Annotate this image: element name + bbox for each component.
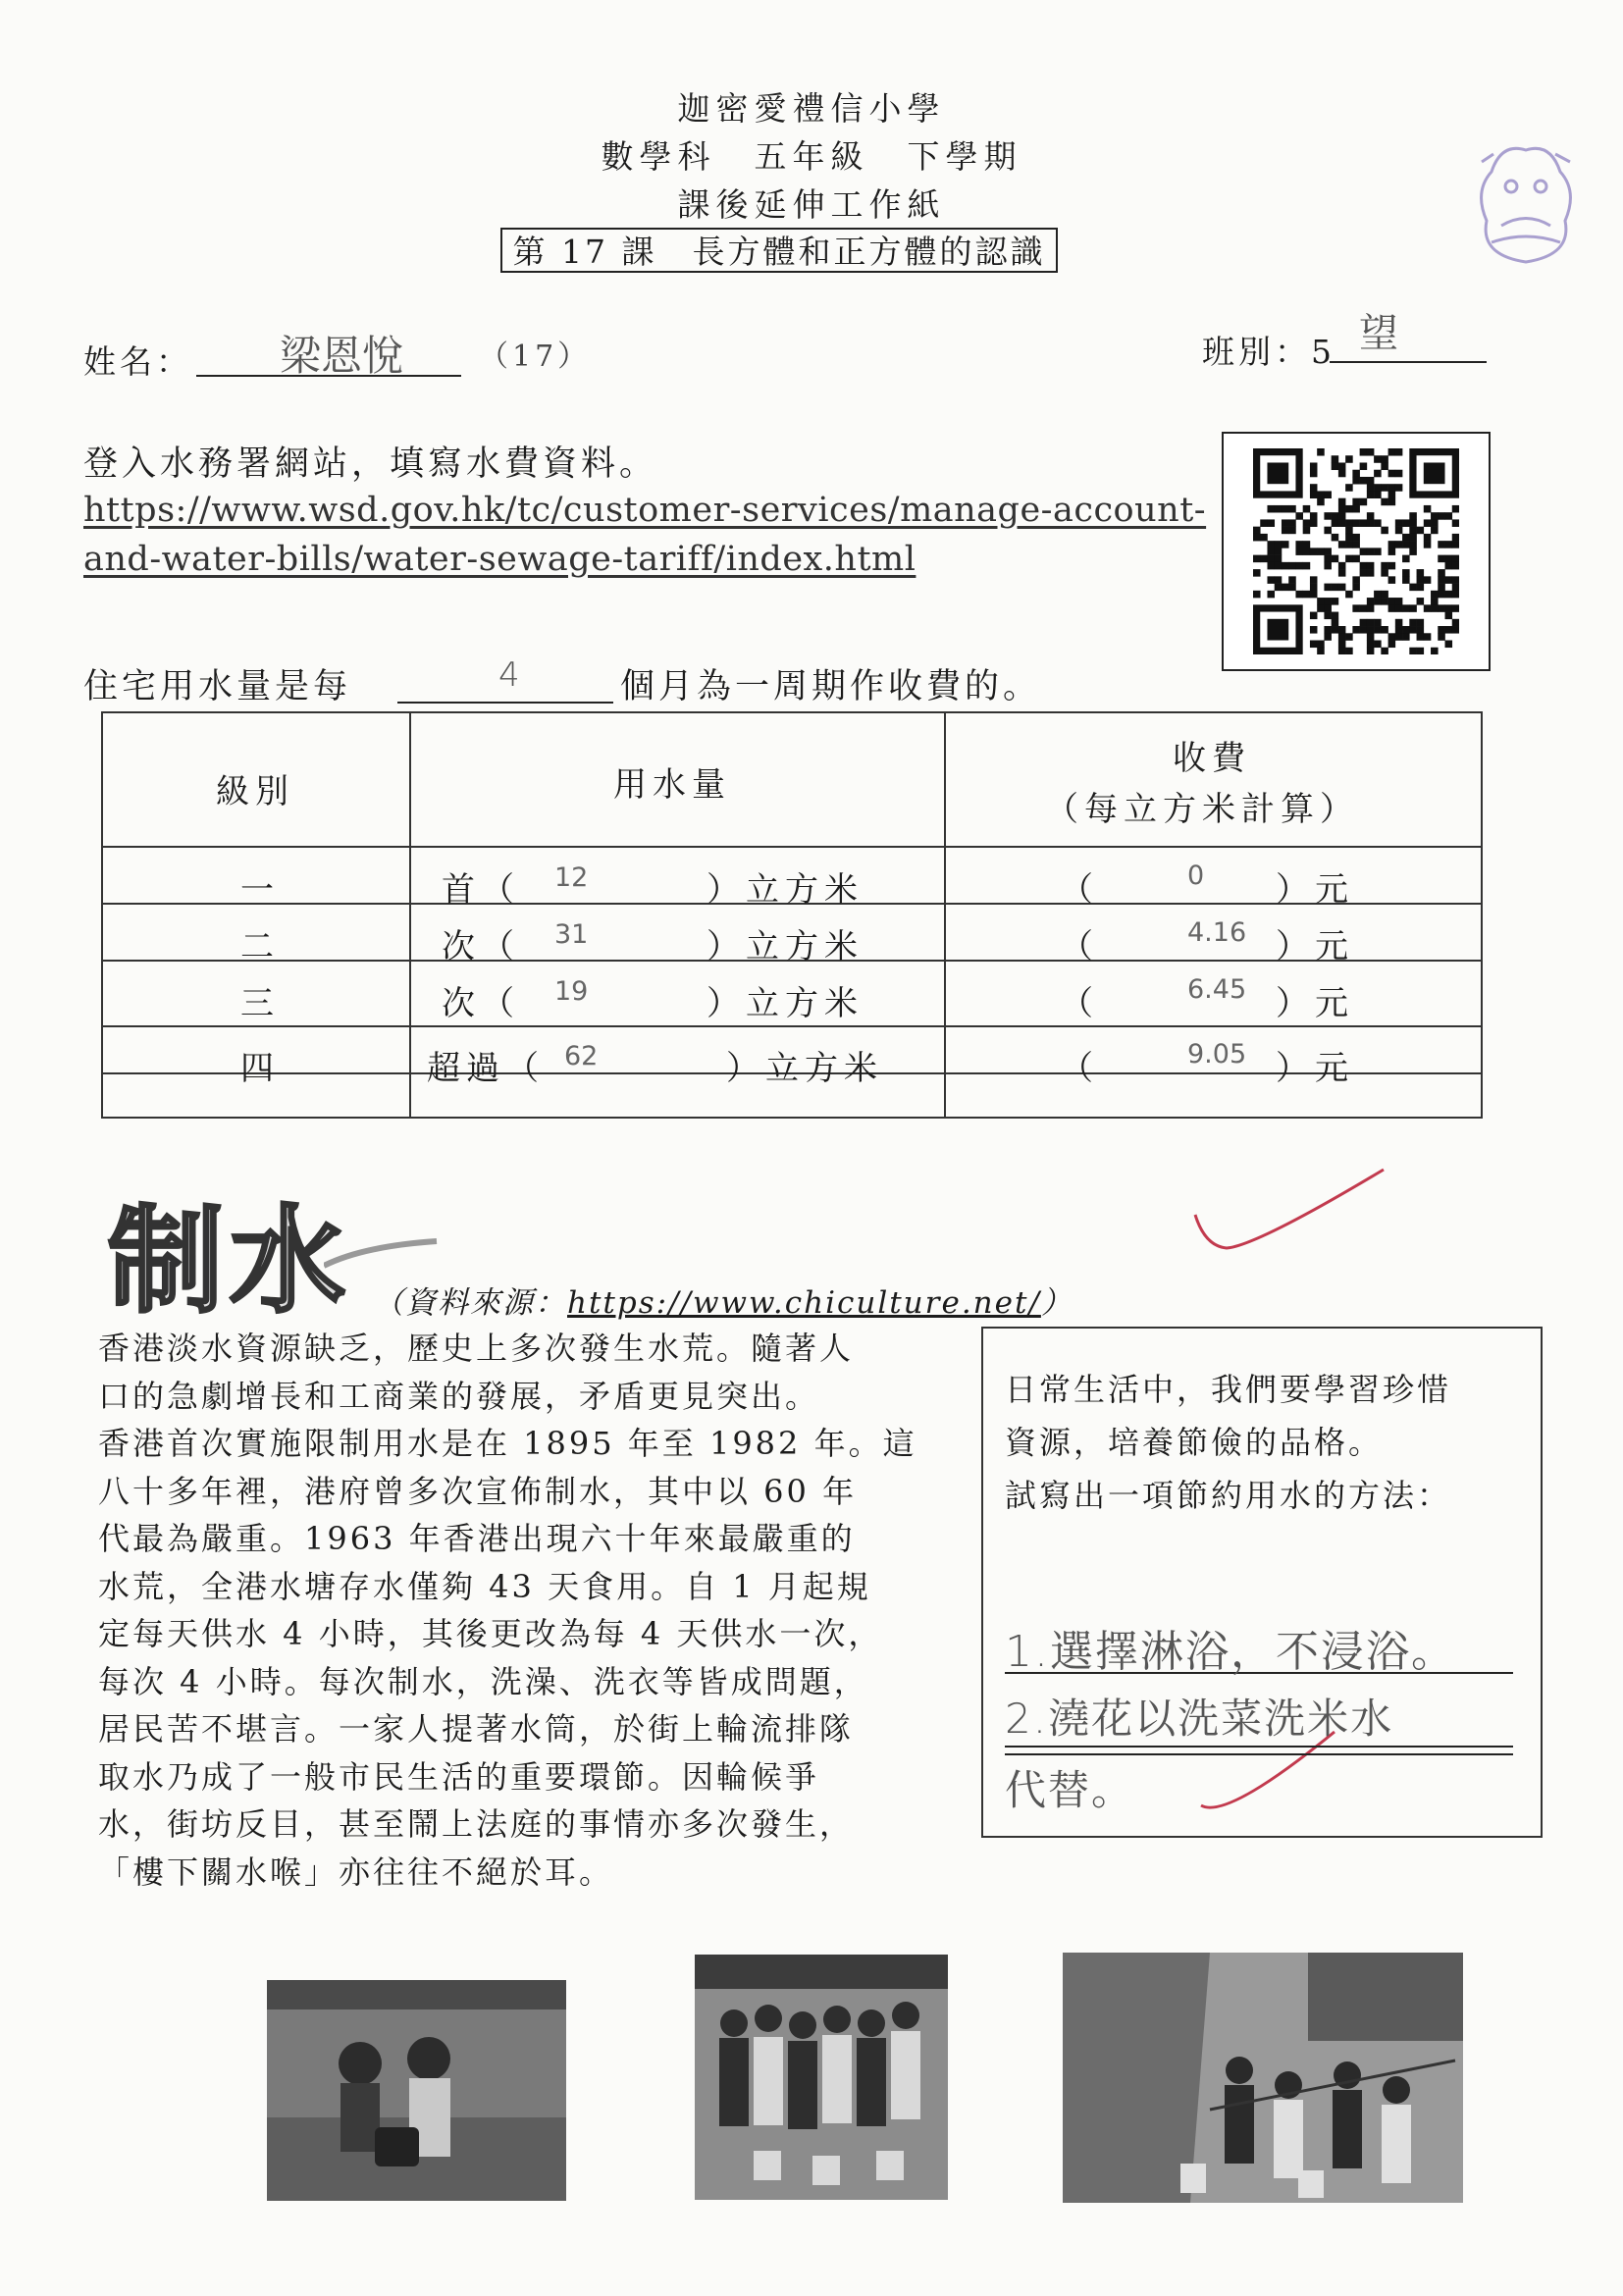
charge-value: 6.45 — [1187, 974, 1247, 1005]
tier-cell: 四 — [240, 1049, 280, 1088]
charge-open-paren: （ — [1060, 1049, 1099, 1088]
charge-open-paren: （ — [1060, 984, 1099, 1023]
article-line: 香港首次實施限制用水是在 1895 年至 1982 年。這 — [98, 1425, 917, 1462]
usage-suffix: ）立方米 — [707, 984, 864, 1023]
usage-prefix: 超過（ — [427, 1049, 545, 1088]
reflection-line: 試寫出一項節約用水的方法： — [1005, 1477, 1452, 1514]
article-line: 每次 4 小時。每次制水，洗澡、洗衣等皆成問題， — [98, 1662, 868, 1700]
wsd-url-line2[interactable]: and-water-bills/water-sewage-tariff/index.html — [83, 540, 916, 579]
photo-queue-with-buckets — [695, 1955, 948, 2200]
class-underline — [1330, 361, 1487, 363]
billing-answer: 4 — [498, 655, 520, 695]
photo-street-water-collection — [1063, 1953, 1463, 2203]
billing-suffix: 個月為一周期作收費的。 — [620, 667, 1042, 706]
qr-code-icon[interactable] — [1253, 448, 1459, 654]
usage-suffix: ）立方米 — [726, 1049, 883, 1088]
qr-code-frame — [1222, 432, 1491, 671]
subject-line: 數學科 五年級 下學期 — [601, 137, 1022, 176]
tier-cell: 二 — [240, 927, 280, 966]
article-line: 定每天供水 4 小時，其後更改為每 4 天供水一次， — [98, 1615, 883, 1652]
charge-value: 0 — [1187, 861, 1205, 891]
article-line: 「樓下關水喉」亦往往不絕於耳。 — [98, 1852, 614, 1891]
charge-currency: ）元 — [1276, 1049, 1354, 1088]
billing-prefix: 住宅用水量是每 — [83, 667, 352, 706]
school-name: 迦密愛禮信小學 — [677, 89, 946, 128]
header-charge: 收費 — [1173, 739, 1251, 778]
source-suffix: ） — [1040, 1285, 1073, 1321]
answer-line-2: 2.澆花以洗菜洗米水 — [1005, 1695, 1394, 1743]
answer-line-1: 1.選擇淋浴，不浸浴。 — [1005, 1627, 1456, 1677]
charge-value: 9.05 — [1187, 1039, 1247, 1070]
source-prefix: （資料來源： — [373, 1285, 567, 1321]
billing-underline — [397, 702, 613, 704]
reflection-line: 資源，培養節儉的品格。 — [1005, 1424, 1384, 1461]
article-line: 口的急劇增長和工商業的發展，矛盾更見突出。 — [98, 1377, 820, 1415]
article-line: 水荒，全港水塘存水僅夠 43 天食用。自 1 月起規 — [98, 1567, 871, 1605]
answer-line-3: 代替。 — [1005, 1766, 1135, 1814]
article-line: 代最為嚴重。1963 年香港出現六十年來最嚴重的 — [98, 1520, 856, 1557]
article-text — [98, 1325, 962, 1896]
usage-value: 62 — [564, 1041, 599, 1071]
source-url[interactable]: https://www.chiculture.net/ — [567, 1285, 1041, 1321]
header-charge-sub: （每立方米計算） — [1045, 790, 1359, 829]
lesson-title: 第 17 課 長方體和正方體的認識 — [500, 228, 1058, 273]
class-value: 望 — [1359, 311, 1398, 356]
brush-stroke — [324, 1236, 442, 1276]
charge-value: 4.16 — [1187, 917, 1247, 948]
article-line: 香港淡水資源缺乏，歷史上多次發生水荒。隨著人 — [98, 1330, 855, 1367]
photo-children-carrying-water — [267, 1980, 566, 2201]
article-line: 居民苦不堪言。一家人提著水筒，於街上輪流排隊 — [98, 1710, 855, 1748]
source-citation — [373, 1278, 1073, 1322]
tick-mark-icon — [1187, 1158, 1403, 1266]
charge-currency: ）元 — [1276, 870, 1354, 910]
header-tier: 級別 — [216, 772, 294, 811]
student-name: 梁恩悅 — [280, 332, 404, 380]
tier-cell: 一 — [240, 870, 280, 910]
charge-currency: ）元 — [1276, 984, 1354, 1023]
charge-open-paren: （ — [1060, 927, 1099, 966]
charge-open-paren: （ — [1060, 870, 1099, 910]
usage-prefix: 首（ — [442, 870, 520, 910]
sheet-type: 課後延伸工作紙 — [677, 185, 946, 224]
usage-suffix: ）立方米 — [707, 927, 864, 966]
class-label: 班別：5 — [1202, 333, 1335, 371]
tariff-table — [101, 711, 1483, 1119]
wsd-url-line1[interactable]: https://www.wsd.gov.hk/tc/customer-services/manage-account- — [83, 491, 1207, 530]
usage-suffix: ）立方米 — [707, 870, 864, 910]
usage-value: 12 — [554, 862, 589, 893]
usage-prefix: 次（ — [442, 984, 520, 1023]
usage-prefix: 次（ — [442, 927, 520, 966]
reflection-box — [981, 1327, 1543, 1838]
section-title: 制水 — [108, 1192, 352, 1329]
article-line: 水，街坊反目，甚至鬧上法庭的事情亦多次發生， — [98, 1805, 855, 1843]
task-instruction: 登入水務署網站，填寫水費資料。 — [83, 444, 658, 484]
article-line: 八十多年裡，港府曾多次宣佈制水，其中以 60 年 — [98, 1472, 858, 1510]
teacher-stamp — [1462, 132, 1590, 280]
tier-cell: 三 — [240, 984, 280, 1023]
header-usage: 用水量 — [613, 765, 731, 805]
usage-value: 31 — [554, 919, 589, 950]
reflection-line: 日常生活中，我們要學習珍惜 — [1005, 1371, 1452, 1408]
charge-currency: ）元 — [1276, 927, 1354, 966]
article-line: 取水乃成了一般市民生活的重要環節。因輪候爭 — [98, 1757, 820, 1796]
student-number: （17） — [479, 339, 592, 374]
name-label: 姓名： — [83, 342, 192, 381]
usage-value: 19 — [554, 976, 589, 1007]
